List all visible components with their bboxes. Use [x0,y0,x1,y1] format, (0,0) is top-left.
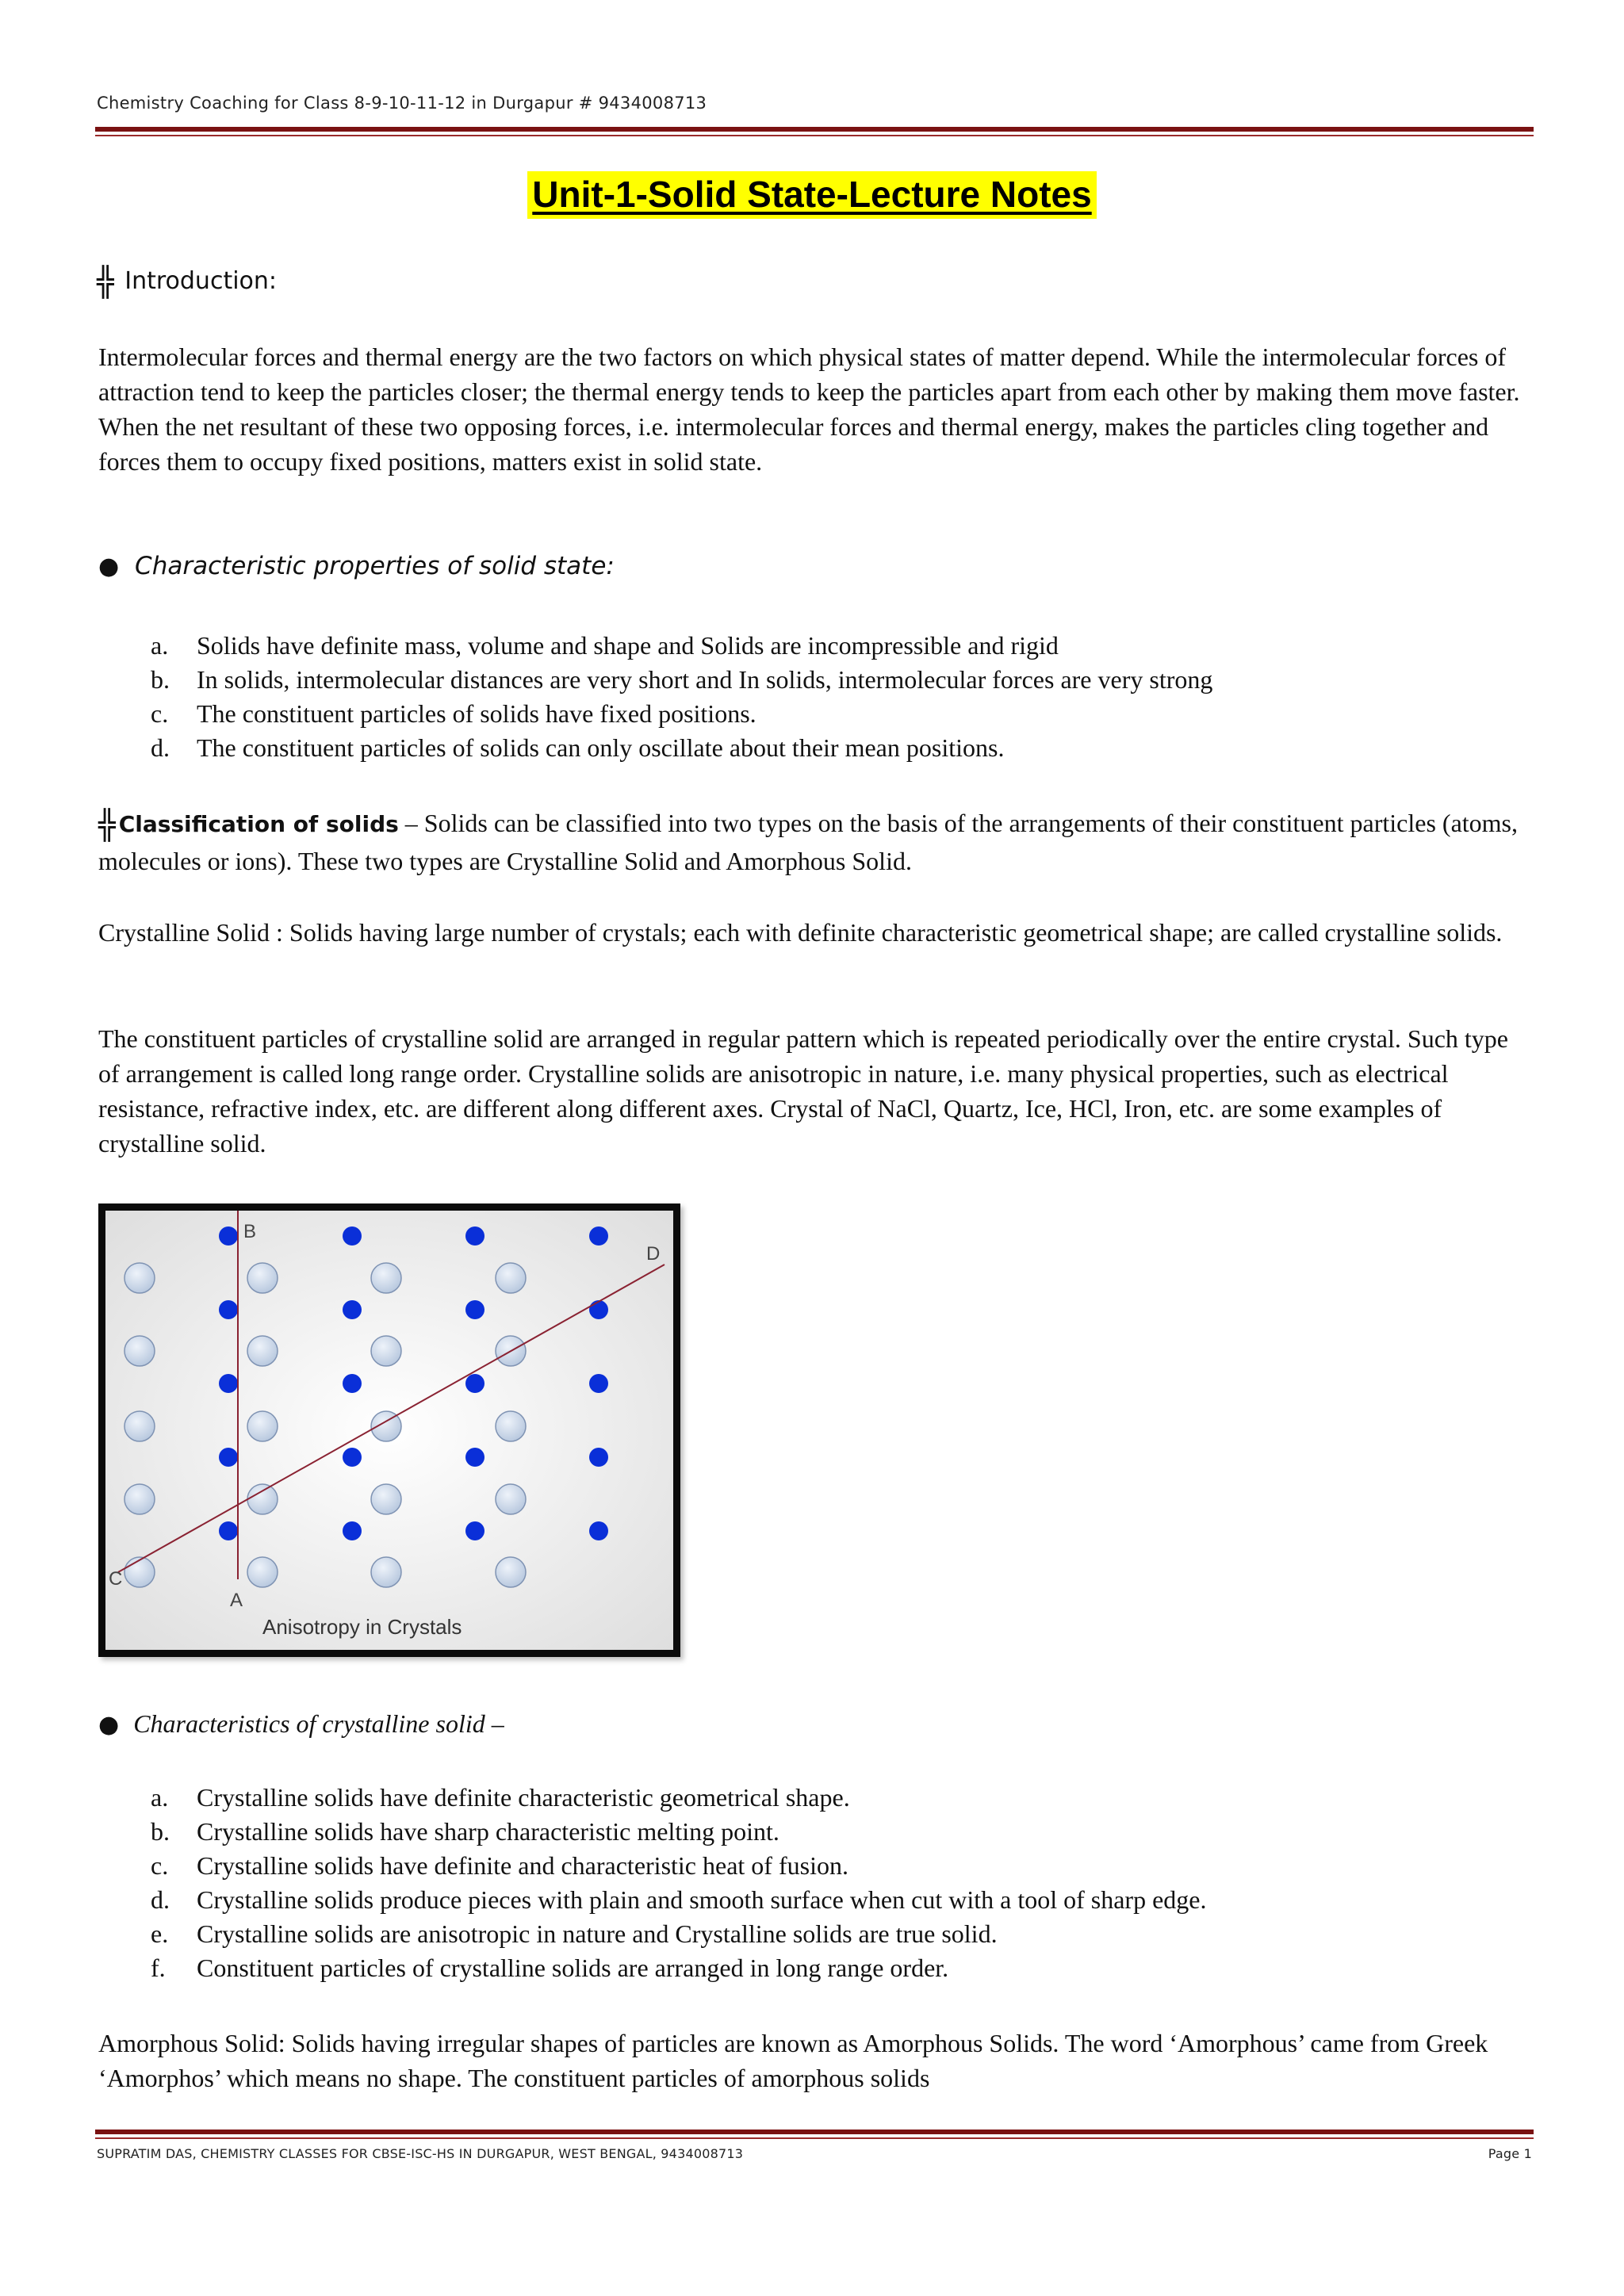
dark-atom [219,1521,238,1540]
light-atom [124,1484,155,1514]
dark-atom [343,1300,362,1319]
characteristics-list [98,1781,1206,1985]
list-item [98,1951,1206,1985]
anisotropy-diagram [105,1211,673,1650]
dark-atom [589,1448,608,1467]
dark-atom [343,1521,362,1540]
list-marker: a. [151,1783,169,1812]
dark-atom [343,1374,362,1393]
light-atom [496,1263,526,1293]
footer-left: SUPRATIM DAS, CHEMISTRY CLASSES FOR CBSE-ISC-HS IN DURGAPUR, WEST BENGAL, 9434008713 [97,2146,744,2161]
bullet-icon: ● [98,1711,120,1739]
classification-paragraph [98,806,1526,878]
light-atom [371,1484,401,1514]
list-text: Solids have definite mass, volume and shape and Solids are incompressible and rigid [197,631,1059,660]
figure-caption: Anisotropy in Crystals [262,1615,462,1639]
cross-icon: ╬ [97,266,114,299]
dark-atom [465,1521,485,1540]
list-marker: f. [151,1954,166,1982]
list-item [98,1917,1206,1951]
list-marker: c. [151,1851,169,1880]
dark-atom [589,1300,608,1319]
list-item [98,1849,1206,1883]
list-text: Crystalline solids have sharp characteristic melting point. [197,1817,779,1846]
list-marker: c. [151,699,169,728]
properties-heading-row [98,552,615,580]
intro-paragraph: Intermolecular forces and thermal energy are the two factors on which physical states of matter depend. While the intermolecular forces of attraction tend to keep the particles closer; the thermal energy tends to keep the particles apart from each other by making them move faster. When the net resultant of these two opposing forces, i.e. intermolecular forces and thermal energy, makes the particles cling together and forces them to occupy fixed positions, matters exist in solid state. [98,342,1520,476]
light-atom [496,1411,526,1441]
dark-atom [219,1300,238,1319]
dark-atom [589,1374,608,1393]
footer-rule-thick [95,2130,1534,2134]
classification-heading: Classification of solids [118,811,399,837]
list-item [98,697,1212,731]
light-atom [124,1336,155,1366]
crystalline-definition: Crystalline Solid : Solids having large number of crystals; each with definite characteristic geometrical shape; are called crystalline solids. [98,918,1503,947]
list-text: Crystalline solids are anisotropic in nature and Crystalline solids are true solid. [197,1919,998,1948]
label-b: B [243,1221,257,1242]
dark-atom [465,1448,485,1467]
light-atom [371,1557,401,1587]
light-atom [371,1263,401,1293]
page-header: Chemistry Coaching for Class 8-9-10-11-12 in Durgapur # 9434008713 [97,94,707,113]
label-c: C [109,1568,123,1590]
characteristics-heading-row [98,1709,504,1739]
characteristics-heading: Characteristics of crystalline solid – [133,1709,504,1738]
crystalline-paragraph: The constituent particles of crystalline solid are arranged in regular pattern which is repeated periodically over the entire crystal. Such type of arrangement is called long range order. Crystalline solids are anisotropic in nature, i.e. many physical properties, such as electrical resistance, refractive index, etc. are different along different axes. Crystal of NaCl, Quartz, Ice, HCl, Iron, etc. are some examples of crystalline solid. [98,1024,1508,1158]
dark-atom [465,1226,485,1246]
list-text: Constituent particles of crystalline solids are arranged in long range order. [197,1954,949,1982]
cross-icon: ╬ [98,809,116,842]
light-atom [247,1411,278,1441]
dark-atom [589,1521,608,1540]
dark-atom [343,1226,362,1246]
list-item [98,663,1212,697]
dark-atom [465,1300,485,1319]
list-marker: d. [151,733,170,762]
list-item [98,1815,1206,1849]
list-item [98,629,1212,663]
light-atom [247,1484,278,1514]
dark-atom [465,1374,485,1393]
list-marker: a. [151,631,169,660]
label-a: A [230,1590,243,1611]
bullet-icon: ● [98,553,120,580]
list-item [98,1883,1206,1917]
footer-rule-thin [95,2137,1534,2139]
properties-heading: Characteristic properties of solid state: [135,552,615,580]
properties-list [98,629,1212,765]
list-marker: b. [151,1817,170,1846]
light-atom [124,1263,155,1293]
light-atom [247,1263,278,1293]
header-rule-thick [95,127,1534,132]
light-atom [496,1484,526,1514]
classification-text: – Solids can be classified into two types on the basis of the arrangements of their constituent particles (atoms, molecules or ions). These two types are Crystalline Solid and Amorphous Solid. [98,809,1518,875]
list-text: In solids, intermolecular distances are very short and In solids, intermolecular forces are very strong [197,665,1213,694]
list-item [98,731,1212,765]
dark-atom [219,1374,238,1393]
dark-atom [219,1448,238,1467]
dark-atom [219,1226,238,1246]
page-footer [97,2146,1532,2161]
light-atom [124,1557,155,1587]
light-atom [124,1411,155,1441]
list-marker: d. [151,1885,170,1914]
light-atom [247,1336,278,1366]
dark-atom [343,1448,362,1467]
light-atom [496,1557,526,1587]
list-text: Crystalline solids have definite and characteristic heat of fusion. [197,1851,848,1880]
dark-atom [589,1226,608,1246]
page-title: Unit-1-Solid State-Lecture Notes [527,171,1096,219]
list-marker: e. [151,1919,169,1948]
page-number: Page 1 [1488,2146,1532,2161]
amorphous-paragraph: Amorphous Solid: Solids having irregular shapes of particles are known as Amorphous Solids. The word ‘Amorphous’ came from Greek ‘Amorphos’ which means no shape. The constituent particles of amorphous solids [98,2029,1488,2092]
list-text: Crystalline solids produce pieces with plain and smooth surface when cut with a tool of sharp edge. [197,1885,1207,1914]
anisotropy-figure [98,1203,680,1657]
list-marker: b. [151,665,170,694]
intro-heading: Introduction: [124,267,278,295]
light-atom [247,1557,278,1587]
list-text: Crystalline solids have definite characteristic geometrical shape. [197,1783,850,1812]
title-wrap [0,171,1624,219]
header-rule-thin [95,135,1534,136]
list-text: The constituent particles of solids can only oscillate about their mean positions. [197,733,1005,762]
light-atom [371,1336,401,1366]
intro-heading-row [97,266,277,299]
list-text: The constituent particles of solids have fixed positions. [197,699,756,728]
label-d: D [646,1243,661,1265]
list-item [98,1781,1206,1815]
